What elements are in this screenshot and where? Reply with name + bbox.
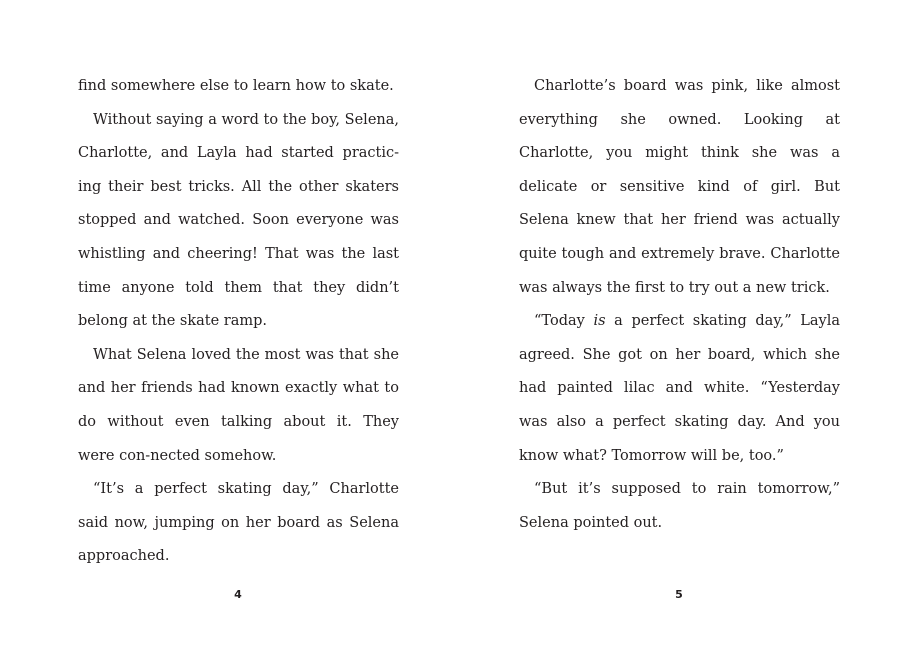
paragraph-text: a perfect skating day,” Layla agreed. She got on her board, which she had painted lilac and white. “Yesterday was also a perfect skating day. And you know what? Tomorrow will be, too.” — [519, 313, 840, 464]
paragraph: “But it’s supposed to rain tomorrow,” Selena pointed out. — [519, 481, 840, 531]
right-page — [450, 0, 900, 654]
left-page-text — [78, 70, 399, 574]
paragraph: What Selena loved the most was that she and her friends had known exactly what to do without even talking about it. They were con-nected somehow. — [78, 346, 399, 464]
paragraph: find somewhere else to learn how to skate. — [78, 78, 394, 94]
paragraph — [519, 305, 840, 473]
emphasized-word: is — [593, 313, 606, 330]
paragraph-text: “Today — [534, 313, 594, 330]
right-page-text — [519, 70, 840, 540]
page-number: 5 — [675, 588, 683, 601]
page-number: 4 — [234, 588, 242, 601]
paragraph: Charlotte’s board was pink, like almost everything she owned. Looking at Charlotte, you might think she was a delicate or sensitive kind of girl. But Selena knew that her friend was actually quite tough and extremely brave. Charlotte was always the first to try out a new trick. — [519, 78, 840, 296]
paragraph: “It’s a perfect skating day,” Charlotte said now, jumping on her board as Selena approached. — [78, 481, 399, 565]
paragraph: Without saying a word to the boy, Selena, Charlotte, and Layla had started practic-ing their best tricks. All the other skaters stopped and watched. Soon everyone was whistling and cheering! That was the last time anyone told them that they didn’t belong at the skate ramp. — [78, 111, 399, 330]
